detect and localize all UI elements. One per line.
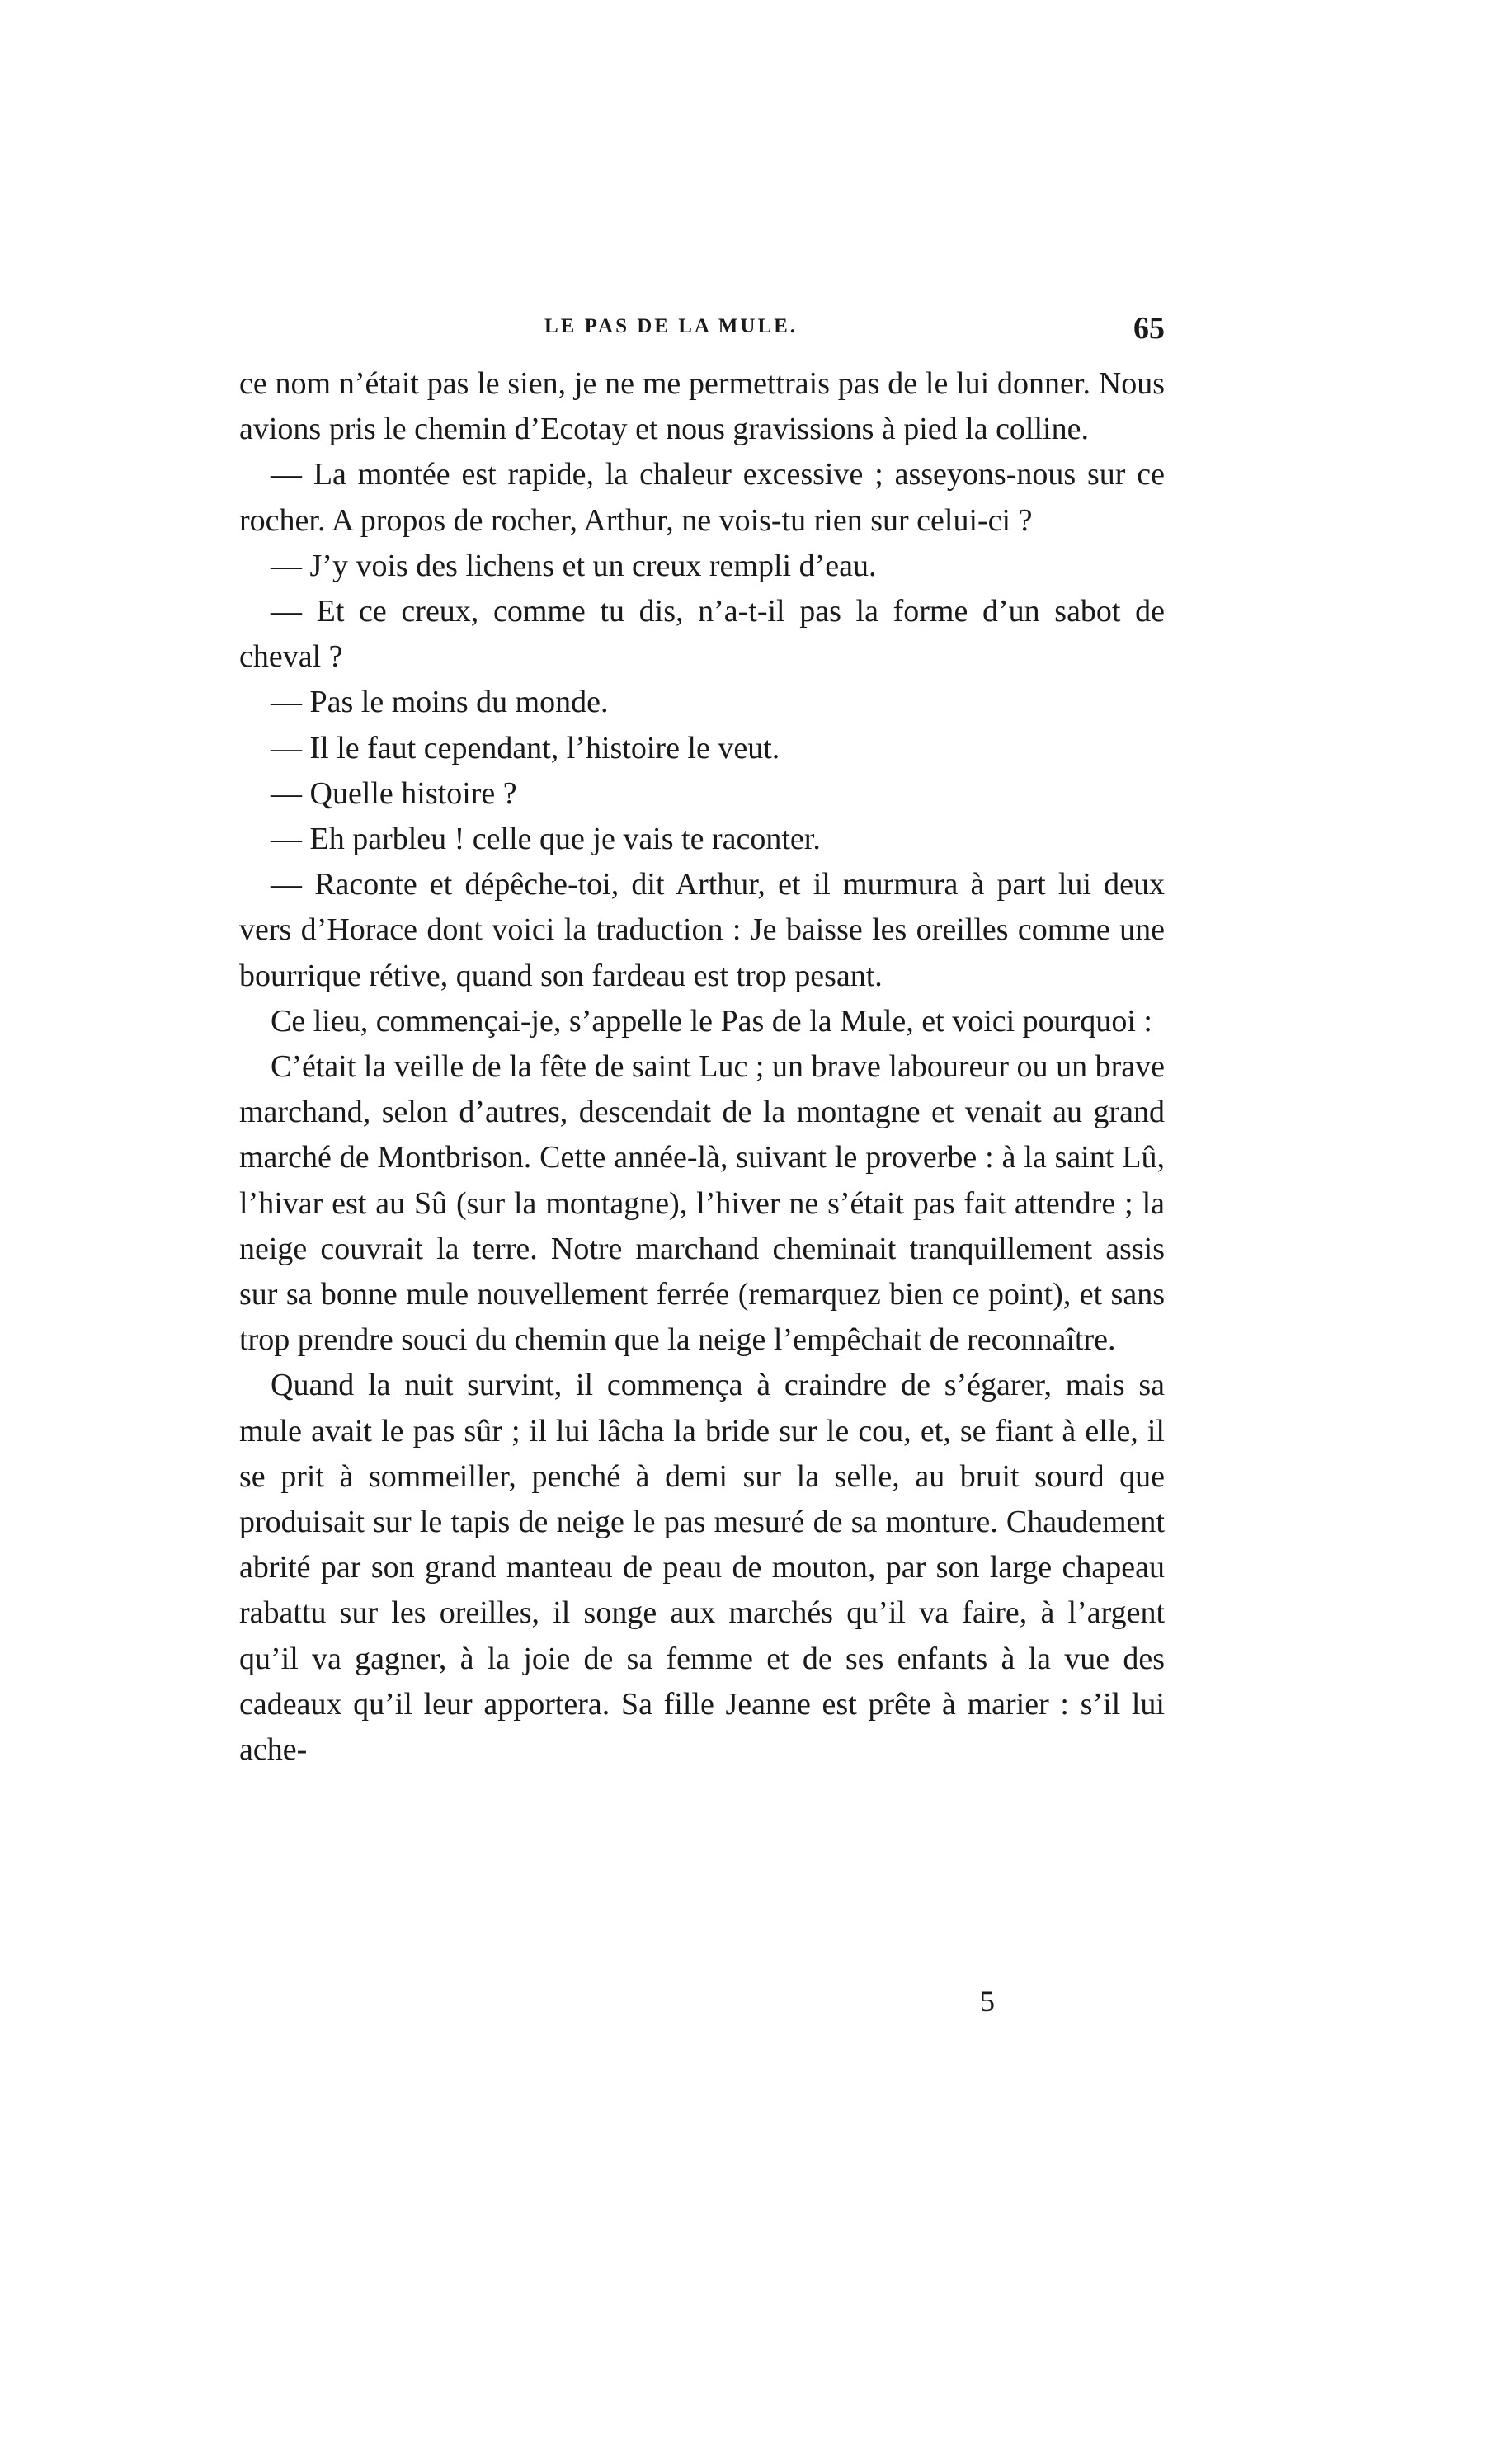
paragraph-dialogue: — Il le faut cependant, l’histoire le veut. bbox=[271, 730, 780, 766]
paragraph-narration: C’était la veille de la fête de saint Luc ; un brave laboureur ou un brave marchand, selon d’autres, descendait de la montagne et venait au grand marché de Montbrison. Cette année-là, suivant le proverbe : à la saint Lû, l’hivar est au Sû (sur la montagne), l’hiver ne s’était pas fait attendre ; la neige couvrait la terre. Notre marchand cheminait tranquillement assis sur sa bonne mule nouvellement ferrée (remarquez bien ce point), et sans trop prendre souci du chemin que la neige l’empêchait de reconnaître. bbox=[239, 1049, 1165, 1358]
body-text bbox=[239, 361, 1165, 1773]
paragraph-dialogue: — Pas le moins du monde. bbox=[271, 685, 609, 720]
running-title: LE PAS DE LA MULE. bbox=[544, 315, 798, 337]
page-header bbox=[239, 310, 1165, 351]
paragraph-dialogue: — Et ce creux, comme tu dis, n’a-t-il pas la forme d’un sabot de cheval ? bbox=[239, 594, 1165, 675]
paragraph-dialogue: — Eh parbleu ! celle que je vais te raconter. bbox=[271, 822, 821, 857]
signature-mark: 5 bbox=[980, 1985, 995, 2018]
paragraph-dialogue: — La montée est rapide, la chaleur excessive ; asseyons-nous sur ce rocher. A propos de rocher, Arthur, ne vois-tu rien sur celui-ci ? bbox=[239, 457, 1165, 538]
paragraph-narration: Ce lieu, commençai-je, s’appelle le Pas de la Mule, et voici pourquoi : bbox=[271, 1003, 1152, 1039]
paragraph-dialogue: — Quelle histoire ? bbox=[271, 775, 517, 811]
page-number: 65 bbox=[1133, 311, 1165, 346]
paragraph-dialogue: — J’y vois des lichens et un creux rempli d’eau. bbox=[271, 548, 877, 583]
paragraph-continuation: ce nom n’était pas le sien, je ne me permettrais pas de le lui donner. Nous avions pris le chemin d’Ecotay et nous gravissions à pied la colline. bbox=[239, 366, 1165, 447]
paragraph-narration: Quand la nuit survint, il commença à craindre de s’égarer, mais sa mule avait le pas sûr ; il lui lâcha la bride sur le cou, et, se fiant à elle, il se prit à sommeiller, penché à demi sur la selle, au bruit sourd que produisait sur le tapis de neige le pas mesuré de sa monture. Chaudement abrité par son grand manteau de peau de mouton, par son large chapeau rabattu sur les oreilles, il songe aux marchés qu’il va faire, à l’argent qu’il va gagner, à la joie de sa femme et de ses enfants à la vue des cadeaux qu’il leur apportera. Sa fille Jeanne est prête à marier : s’il lui ache- bbox=[239, 1368, 1165, 1768]
paragraph-dialogue: — Raconte et dépêche-toi, dit Arthur, et il murmura à part lui deux vers d’Horace dont voici la traduction : Je baisse les oreilles comme une bourrique rétive, quand son fardeau est trop pesant. bbox=[239, 867, 1165, 993]
